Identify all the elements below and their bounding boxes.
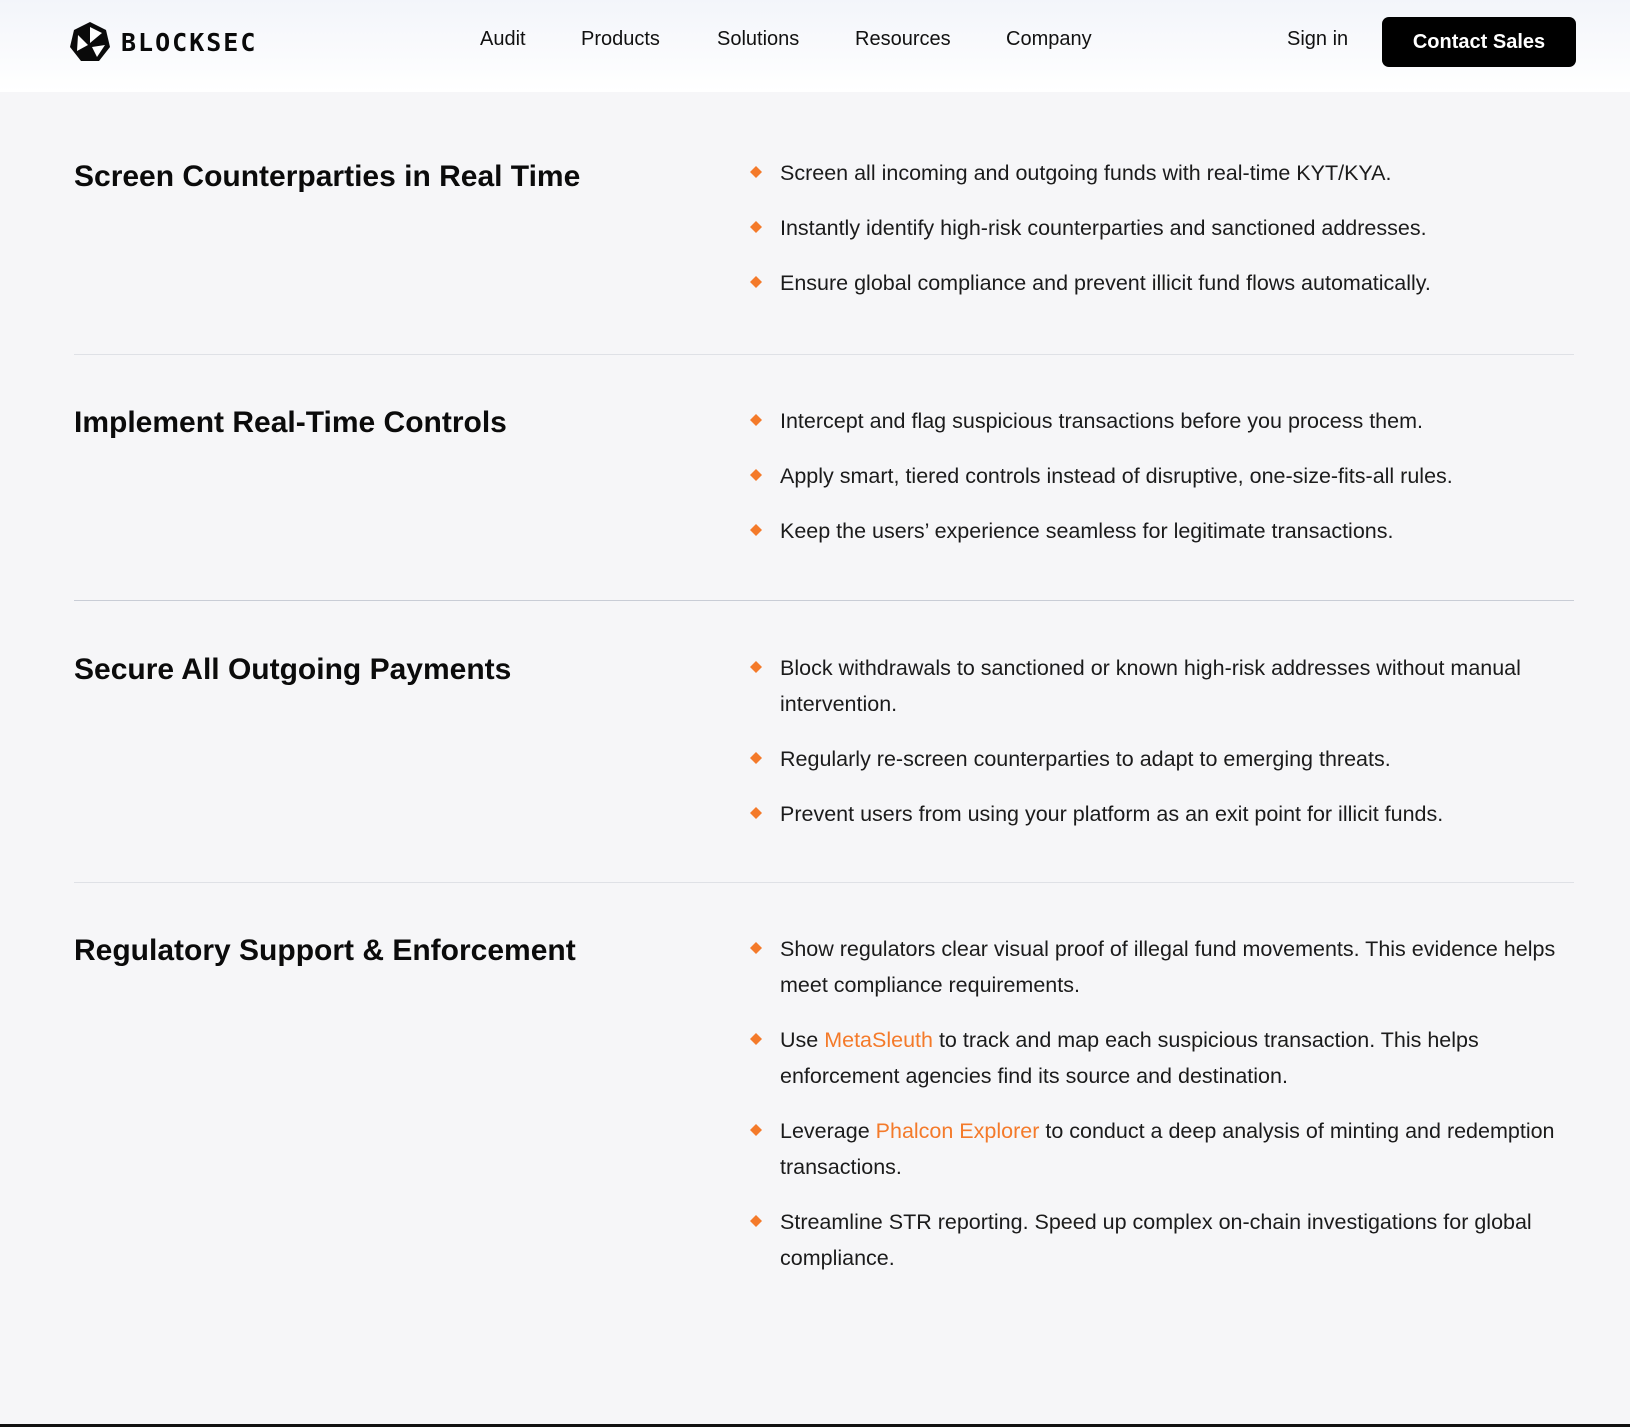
bullet-text: Intercept and flag suspicious transactions before you process them. — [780, 409, 1423, 433]
bullet-text: Keep the users’ experience seamless for legitimate transactions. — [780, 519, 1394, 543]
diamond-bullet-icon — [750, 414, 762, 426]
bullet-list — [750, 650, 1580, 851]
section-divider — [74, 882, 1574, 883]
sign-in-link[interactable]: Sign in — [1287, 28, 1349, 50]
list-item — [750, 796, 1580, 832]
diamond-bullet-icon — [750, 661, 762, 673]
section-title: Implement Real-Time Controls — [74, 406, 507, 439]
list-item — [750, 210, 1580, 246]
diamond-bullet-icon — [750, 469, 762, 481]
diamond-bullet-icon — [750, 942, 762, 954]
bullet-text: Screen all incoming and outgoing funds with real-time KYT/KYA. — [780, 161, 1392, 185]
diamond-bullet-icon — [750, 807, 762, 819]
bullet-text: Block withdrawals to sanctioned or known high-risk addresses without manual intervention. — [780, 656, 1521, 716]
diamond-bullet-icon — [750, 221, 762, 233]
section-divider — [74, 354, 1574, 355]
blocksec-logo-icon — [69, 21, 111, 63]
brand-name: BLOCKSEC — [121, 27, 258, 57]
list-item — [750, 931, 1580, 1003]
diamond-bullet-icon — [750, 1124, 762, 1136]
list-item — [750, 1022, 1580, 1094]
bullet-text: Instantly identify high-risk counterparties and sanctioned addresses. — [780, 216, 1427, 240]
bullet-text: Ensure global compliance and prevent illicit fund flows automatically. — [780, 271, 1431, 295]
list-item — [750, 403, 1580, 439]
bullet-text: Regularly re-screen counterparties to adapt to emerging threats. — [780, 747, 1391, 771]
diamond-bullet-icon — [750, 752, 762, 764]
list-item — [750, 1113, 1580, 1185]
list-item — [750, 458, 1580, 494]
list-item — [750, 1204, 1580, 1276]
bullet-text-pre: Use — [780, 1028, 825, 1052]
bullet-text: Prevent users from using your platform as an exit point for illicit funds. — [780, 802, 1444, 826]
list-item — [750, 650, 1580, 722]
bullet-text-post: to track and map each suspicious transaction. This helps enforcement agencies find its source and destination. — [780, 1028, 1479, 1088]
nav-resources[interactable]: Resources — [855, 28, 951, 50]
bullet-text: Apply smart, tiered controls instead of disruptive, one-size-fits-all rules. — [780, 464, 1453, 488]
section-title: Secure All Outgoing Payments — [74, 653, 512, 686]
blocksec-logo[interactable] — [69, 20, 257, 64]
bullet-text-pre: Leverage — [780, 1119, 876, 1143]
diamond-bullet-icon — [750, 276, 762, 288]
bullet-list — [750, 155, 1580, 320]
phalcon-explorer-link[interactable]: Phalcon Explorer — [875, 1119, 1040, 1143]
metasleuth-link[interactable]: MetaSleuth — [824, 1028, 933, 1052]
diamond-bullet-icon — [750, 1033, 762, 1045]
diamond-bullet-icon — [750, 1215, 762, 1227]
bullet-list — [750, 931, 1580, 1295]
list-item — [750, 741, 1580, 777]
nav-products[interactable]: Products — [581, 28, 660, 50]
section-divider — [74, 600, 1574, 601]
bullet-text-post: to conduct a deep analysis of minting and redemption transactions. — [780, 1119, 1555, 1179]
nav-solutions[interactable]: Solutions — [717, 28, 800, 50]
section-title: Screen Counterparties in Real Time — [74, 160, 581, 193]
section-title: Regulatory Support & Enforcement — [74, 934, 576, 967]
contact-sales-button[interactable]: Contact Sales — [1382, 17, 1576, 67]
list-item — [750, 265, 1580, 301]
site-header — [0, 0, 1630, 92]
bullet-text: Show regulators clear visual proof of illegal fund movements. This evidence helps meet compliance requirements. — [780, 937, 1556, 997]
list-item — [750, 513, 1580, 549]
list-item — [750, 155, 1580, 191]
nav-company[interactable]: Company — [1006, 28, 1092, 50]
diamond-bullet-icon — [750, 166, 762, 178]
bullet-text: Streamline STR reporting. Speed up complex on-chain investigations for global compliance. — [780, 1210, 1532, 1270]
bullet-list — [750, 403, 1580, 568]
nav-audit[interactable]: Audit — [480, 28, 526, 50]
diamond-bullet-icon — [750, 524, 762, 536]
